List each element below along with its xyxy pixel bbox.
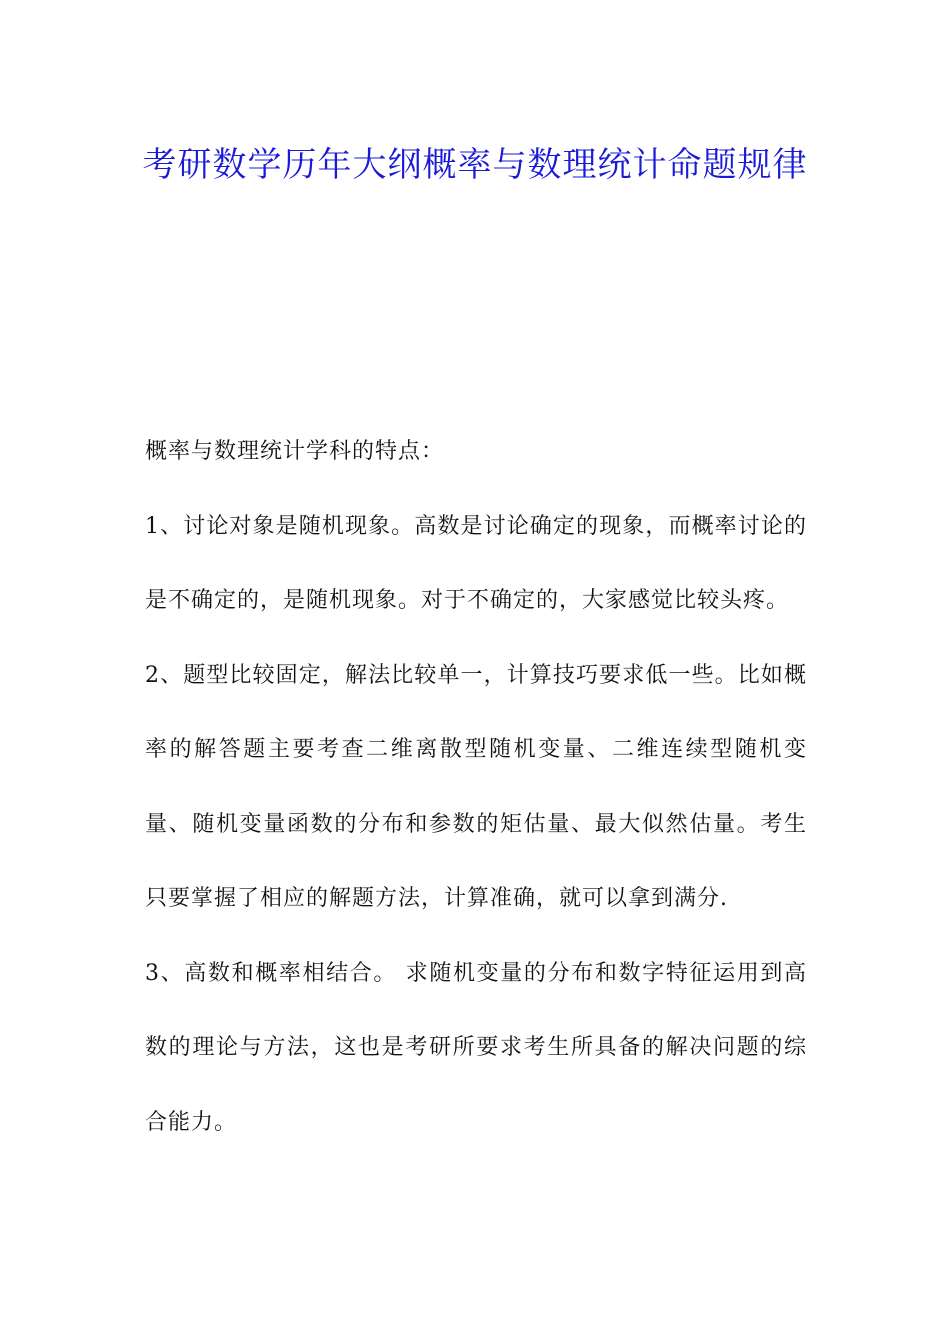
paragraph-point-2: 2、题型比较固定，解法比较单一，计算技巧要求低一些。比如概率的解答题主要考查二维离散型随机变量、二维连续型随机变量、随机变量函数的分布和参数的矩估量、最大似然估量。考生只要掌握了相应的解题方法，计算准确，就可以拿到满分. bbox=[145, 662, 807, 911]
paragraph-point-1: 1、讨论对象是随机现象。高数是讨论确定的现象，而概率讨论的是不确定的，是随机现象。对于不确定的，大家感觉比较头疼。 bbox=[145, 513, 807, 613]
paragraph-intro: 概率与数理统计学科的特点： bbox=[145, 439, 445, 464]
paragraph-point-3: 3、高数和概率相结合。 求随机变量的分布和数字特征运用到高数的理论与方法，这也是考研所要求考生所具备的解决问题的综合能力。 bbox=[145, 960, 807, 1135]
document-body bbox=[145, 415, 807, 1160]
document-title: 考研数学历年大纲概率与数理统计命题规律 bbox=[142, 145, 808, 185]
